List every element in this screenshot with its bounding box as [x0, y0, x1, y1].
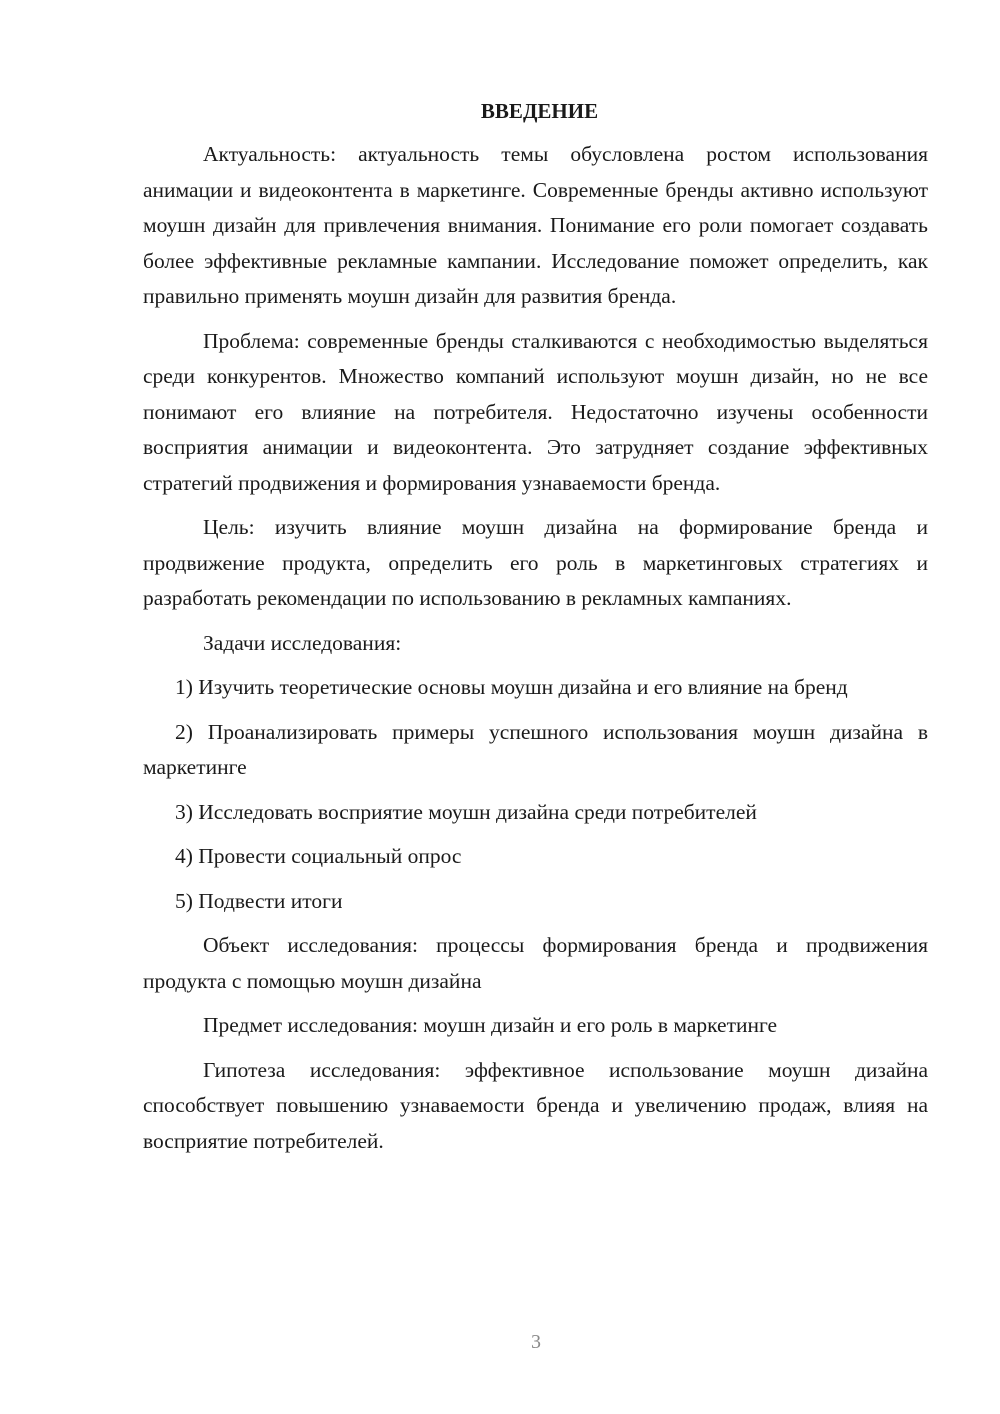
page-number: 3	[531, 1331, 541, 1353]
page-content	[143, 94, 928, 1168]
hypothesis-paragraph: Гипотеза исследования: эффективное использование моушн дизайна способствует повышению узнаваемости бренда и увеличению продаж, влияя на восприятие потребителей.	[143, 1057, 928, 1153]
task-item: 4) Провести социальный опрос	[175, 844, 462, 868]
object-paragraph: Объект исследования: процессы формирования бренда и продвижения продукта с помощью моушн дизайна	[143, 933, 928, 993]
goal-paragraph: Цель: изучить влияние моушн дизайна на формирование бренда и продвижение продукта, определить его роль в маркетинговых стратегиях и разработать рекомендации по использованию в рекламных кампаниях.	[143, 515, 928, 610]
task-item: 1) Изучить теоретические основы моушн дизайна и его влияние на бренд	[175, 675, 848, 699]
tasks-heading: Задачи исследования:	[203, 630, 402, 655]
task-item: 3) Исследовать восприятие моушн дизайна среди потребителей	[175, 799, 757, 824]
subject-paragraph: Предмет исследования: моушн дизайн и его роль в маркетинге	[203, 1013, 778, 1037]
problem-paragraph: Проблема: современные бренды сталкиваются с необходимостью выделяться среди конкурентов. Множество компаний используют моушн дизайн, но не все понимают его влияние на потребителя. Недостаточно изучены особенности восприятия анимации и видеоконтента. Это затрудняет создание эффективных стратегий продвижения и формирования узнаваемости бренда.	[143, 328, 928, 495]
relevance-paragraph: Актуальность: актуальность темы обусловлена ростом использования анимации и видеоконтента в маркетинге. Современные бренды активно используют моушн дизайн для привлечения внимания. Понимание его роли помогает создавать более эффективные рекламные кампании. Исследование поможет определить, как правильно применять моушн дизайн для развития бренда.	[143, 142, 928, 308]
task-item: 5) Подвести итоги	[175, 888, 343, 913]
task-item: 2) Проанализировать примеры успешного использования моушн дизайна в маркетинге	[143, 719, 928, 779]
page-title: ВВЕДЕНИЕ	[480, 99, 599, 123]
